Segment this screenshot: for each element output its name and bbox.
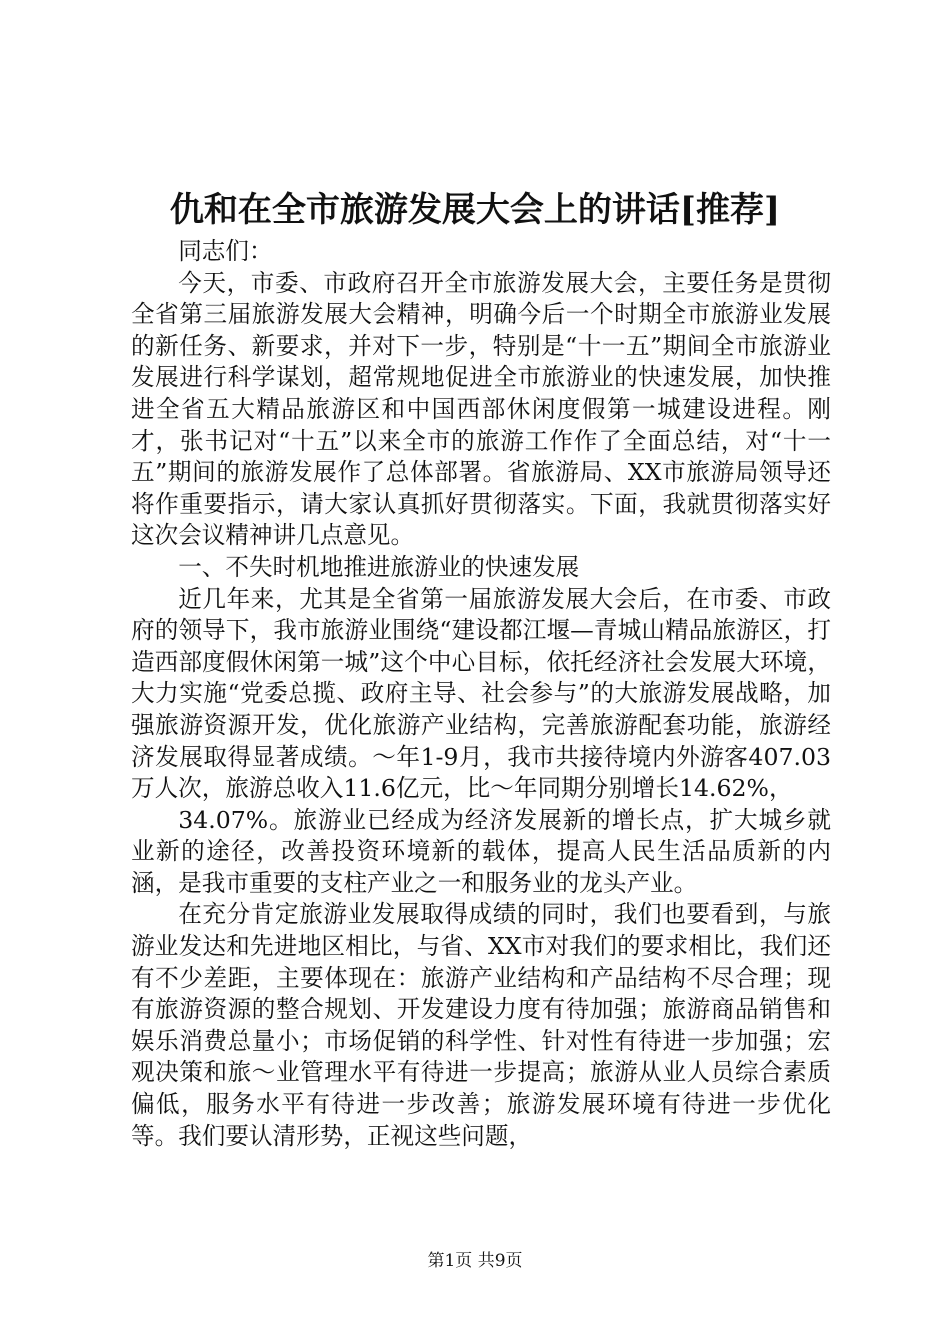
document-body (131, 236, 831, 1152)
paragraph-intro: 今天，市委、市政府召开全市旅游发展大会，主要任务是贯彻全省第三届旅游发展大会精神，明确今后一个时期全市旅游业发展的新任务、新要求，并对下一步，特别是“十一五”期间全市旅游业发展进行科学谋划，超常规地促进全市旅游业的快速发展，加快推进全省五大精品旅游区和中国西部休闲度假第一城建设进程。刚才，张书记对“十五”以来全市的旅游工作作了全面总结，对“十一五”期间的旅游发展作了总体部署。省旅游局、XX市旅游局领导还将作重要指示，请大家认真抓好贯彻落实。下面，我就贯彻落实好这次会议精神讲几点意见。 (131, 268, 831, 550)
paragraph-growth: 34.07%。旅游业已经成为经济发展新的增长点，扩大城乡就业新的途径，改善投资环境新的载体，提高人民生活品质新的内涵，是我市重要的支柱产业之一和服务业的龙头产业。 (131, 805, 831, 897)
paragraph-achievements: 近几年来，尤其是全省第一届旅游发展大会后，在市委、市政府的领导下，我市旅游业围绕“建设都江堰—青城山精品旅游区，打造西部度假休闲第一城”这个中心目标，依托经济社会发展大环境，大力实施“党委总揽、政府主导、社会参与”的大旅游发展战略，加强旅游资源开发，优化旅游产业结构，完善旅游配套功能，旅游经济发展取得显著成绩。～年1-9月，我市共接待境内外游客407.03万人次，旅游总收入11.6亿元，比～年同期分别增长14.62%， (131, 584, 831, 803)
document-title: 仇和在全市旅游发展大会上的讲话[推荐] (169, 190, 781, 230)
section-heading-1: 一、不失时机地推进旅游业的快速发展 (178, 552, 580, 581)
salutation: 同志们： (178, 237, 273, 265)
page-footer: 第1页 共9页 (427, 1251, 523, 1271)
paragraph-gaps: 在充分肯定旅游业发展取得成绩的同时，我们也要看到，与旅游业发达和先进地区相比，与省、XX市对我们的要求相比，我们还有不少差距，主要体现在：旅游产业结构和产品结构不尽合理；现有旅游资源的整合规划、开发建设力度有待加强；旅游商品销售和娱乐消费总量小；市场促销的科学性、针对性有待进一步加强；宏观决策和旅～业管理水平有待进一步提高；旅游从业人员综合素质偏低，服务水平有待进一步改善；旅游发展环境有待进一步优化等。我们要认清形势，正视这些问题， (131, 900, 831, 1150)
